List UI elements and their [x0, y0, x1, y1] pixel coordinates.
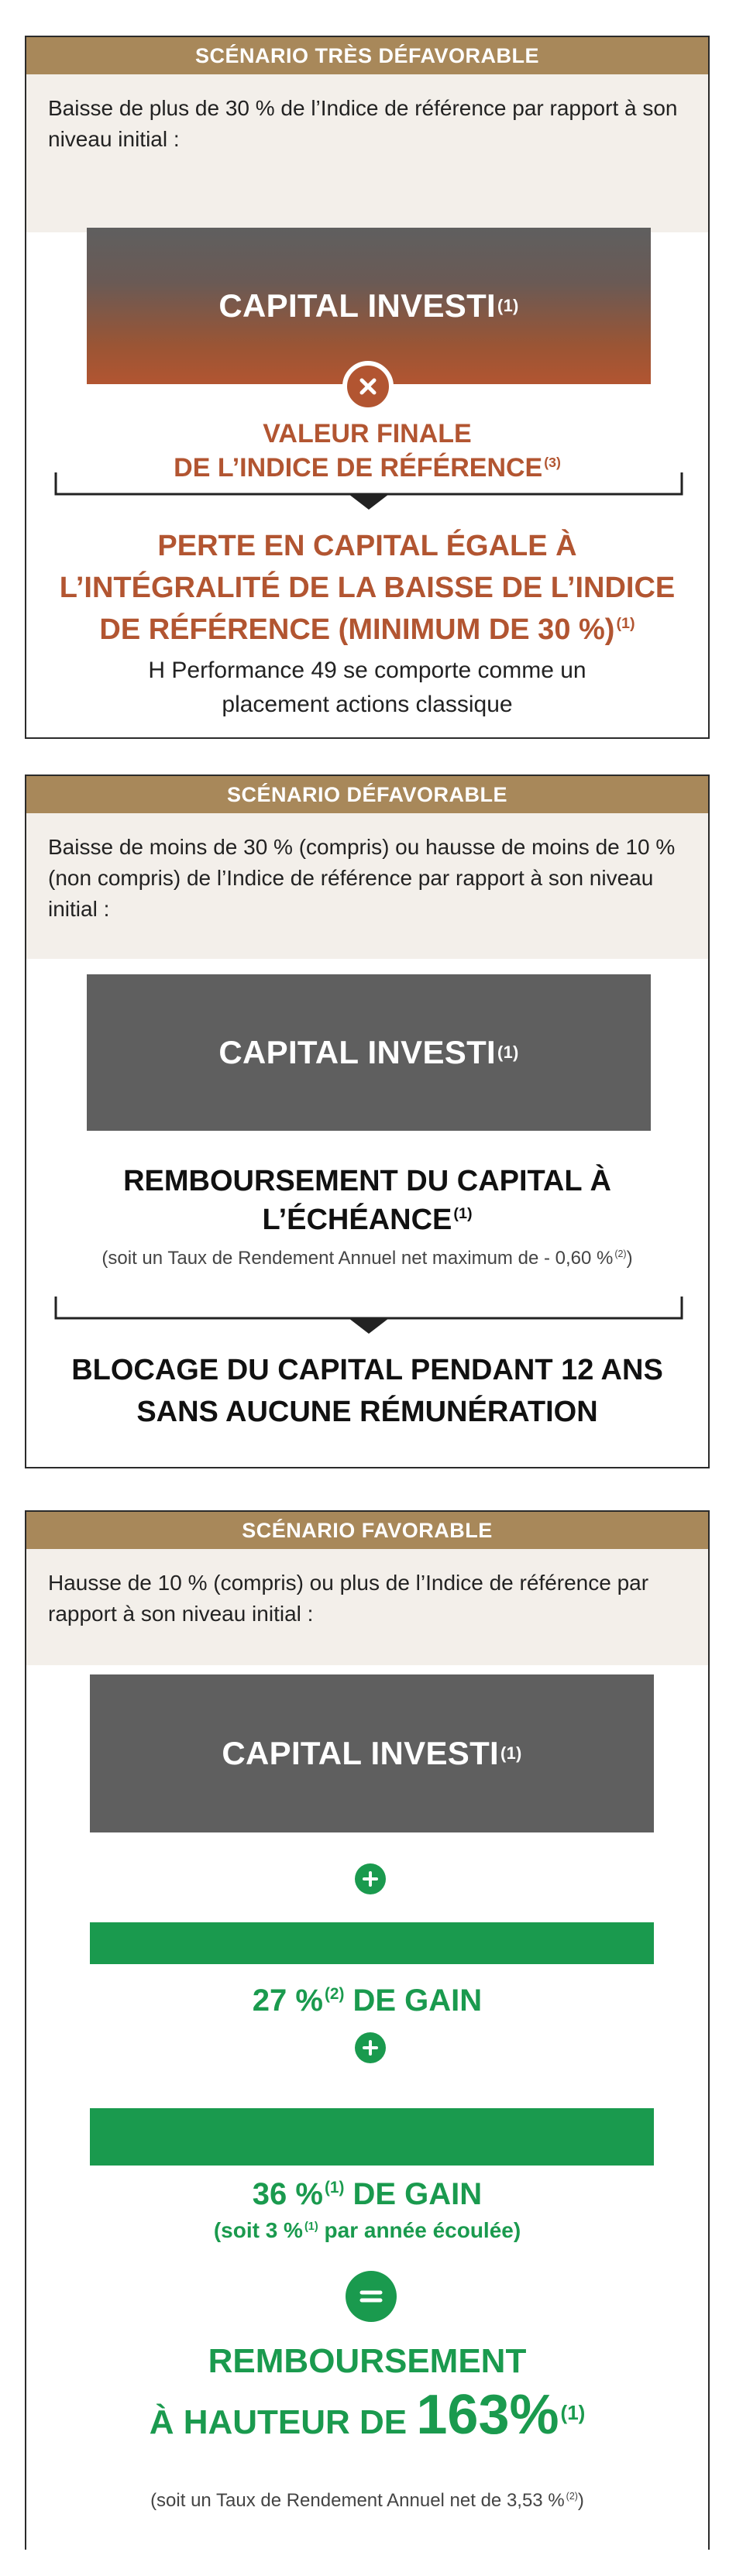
blocage-line1: BLOCAGE DU CAPITAL PENDANT 12 ANS	[71, 1354, 663, 1386]
gain-1-text	[26, 1981, 708, 2020]
taux-note: (2)	[566, 2491, 578, 2502]
description-text	[26, 654, 708, 722]
valeur-note: (3)	[544, 454, 561, 470]
remb-line2	[26, 1200, 708, 1239]
gain2-note: (1)	[324, 2179, 345, 2197]
blocage-line2: SANS AUCUNE RÉMUNÉRATION	[136, 1396, 598, 1428]
remboursement-hauteur-text	[26, 2384, 708, 2454]
desc-line1: H Performance 49 se comporte comme un	[148, 658, 586, 683]
equals-icon	[346, 2271, 397, 2322]
card-intro	[26, 1549, 708, 1665]
perte-line3-text: DE RÉFÉRENCE (MINIMUM DE 30 %)	[99, 613, 615, 646]
taux-close: )	[626, 1248, 633, 1269]
scenario-favorable-card	[25, 1510, 710, 2550]
remb-note: (1)	[560, 2400, 586, 2424]
plus-icon	[355, 2032, 386, 2063]
taux-close: )	[577, 2490, 584, 2511]
gain1-pct: 27 %	[252, 1984, 323, 2018]
remb-line2-a: À HAUTEUR DE	[149, 2403, 417, 2441]
desc-line2: placement actions classique	[222, 692, 513, 717]
plus-icon	[355, 1863, 386, 1894]
capital-investi-box: CAPITAL INVESTI (1)	[87, 974, 651, 1131]
remb-line1: REMBOURSEMENT DU CAPITAL À	[123, 1165, 611, 1197]
remboursement-text	[26, 1162, 708, 1239]
gain-2-subtext	[26, 2215, 708, 2246]
capital-investi-box: CAPITAL INVESTI (1)	[87, 228, 651, 384]
remb-pct: 163%	[416, 2384, 559, 2446]
remb-note: (1)	[453, 1205, 473, 1223]
taux-main: (soit un Taux de Rendement Annuel net de 3,53 %	[150, 2490, 565, 2511]
capital-label: CAPITAL INVESTI	[222, 1735, 500, 1771]
gain1-note: (2)	[324, 1985, 345, 2004]
card-header: SCÉNARIO FAVORABLE	[26, 1512, 708, 1549]
taux-text	[26, 1245, 708, 1272]
intro-text: Baisse de plus de 30 % de l’Indice de référence par rapport à son niveau initial :	[48, 96, 678, 151]
perte-en-capital-text	[26, 525, 708, 651]
times-icon	[342, 361, 394, 412]
remb-line2-text: L’ÉCHÉANCE	[262, 1204, 452, 1236]
gain2-sub-a: (soit 3 %	[213, 2218, 303, 2242]
scenario-defavorable-card	[25, 775, 710, 1468]
gain-2-text	[26, 2175, 708, 2214]
perte-note: (1)	[616, 615, 635, 633]
taux-note: (2)	[614, 1249, 627, 1260]
bracket-arrow	[54, 1297, 683, 1335]
gain2-sub-note: (1)	[304, 2220, 318, 2233]
taux-text	[26, 2488, 708, 2514]
valeur-line2-text: DE L’INDICE DE RÉFÉRENCE	[174, 453, 543, 483]
capital-investi-box: CAPITAL INVESTI (1)	[90, 1674, 654, 1832]
gain2-pct: 36 %	[252, 2177, 323, 2211]
remb-line1: REMBOURSEMENT	[208, 2342, 527, 2380]
capital-label: CAPITAL INVESTI	[218, 1034, 497, 1070]
gain2-sub-b: par année écoulée)	[318, 2218, 521, 2242]
perte-line2: L’INTÉGRALITÉ DE LA BAISSE DE L’INDICE	[59, 572, 676, 604]
intro-text: Baisse de moins de 30 % (compris) ou hausse de moins de 10 % (non compris) de l’Indice de référence par rapport à son niveau initial :	[48, 835, 676, 921]
card-intro	[26, 74, 708, 232]
bracket-arrow	[54, 472, 683, 511]
card-header: SCÉNARIO DÉFAVORABLE	[26, 776, 708, 813]
perte-line1: PERTE EN CAPITAL ÉGALE À	[157, 530, 577, 562]
blocage-text	[26, 1349, 708, 1433]
card-header: SCÉNARIO TRÈS DÉFAVORABLE	[26, 37, 708, 74]
gain1-label: DE GAIN	[344, 1984, 483, 2018]
intro-text: Hausse de 10 % (compris) ou plus de l’Indice de référence par rapport à son niveau initial :	[48, 1571, 649, 1626]
card-intro	[26, 813, 708, 959]
taux-main: (soit un Taux de Rendement Annuel net maximum de - 0,60 %	[101, 1248, 614, 1269]
valeur-line1: VALEUR FINALE	[263, 419, 472, 448]
perte-line3	[26, 609, 708, 651]
capital-label: CAPITAL INVESTI	[218, 287, 497, 324]
gain-bar-1	[90, 1922, 654, 1964]
gain2-label: DE GAIN	[344, 2177, 483, 2211]
scenario-tres-defavorable-card	[25, 36, 710, 739]
gain-bar-2	[90, 2108, 654, 2166]
remboursement-final-text	[26, 2339, 708, 2384]
